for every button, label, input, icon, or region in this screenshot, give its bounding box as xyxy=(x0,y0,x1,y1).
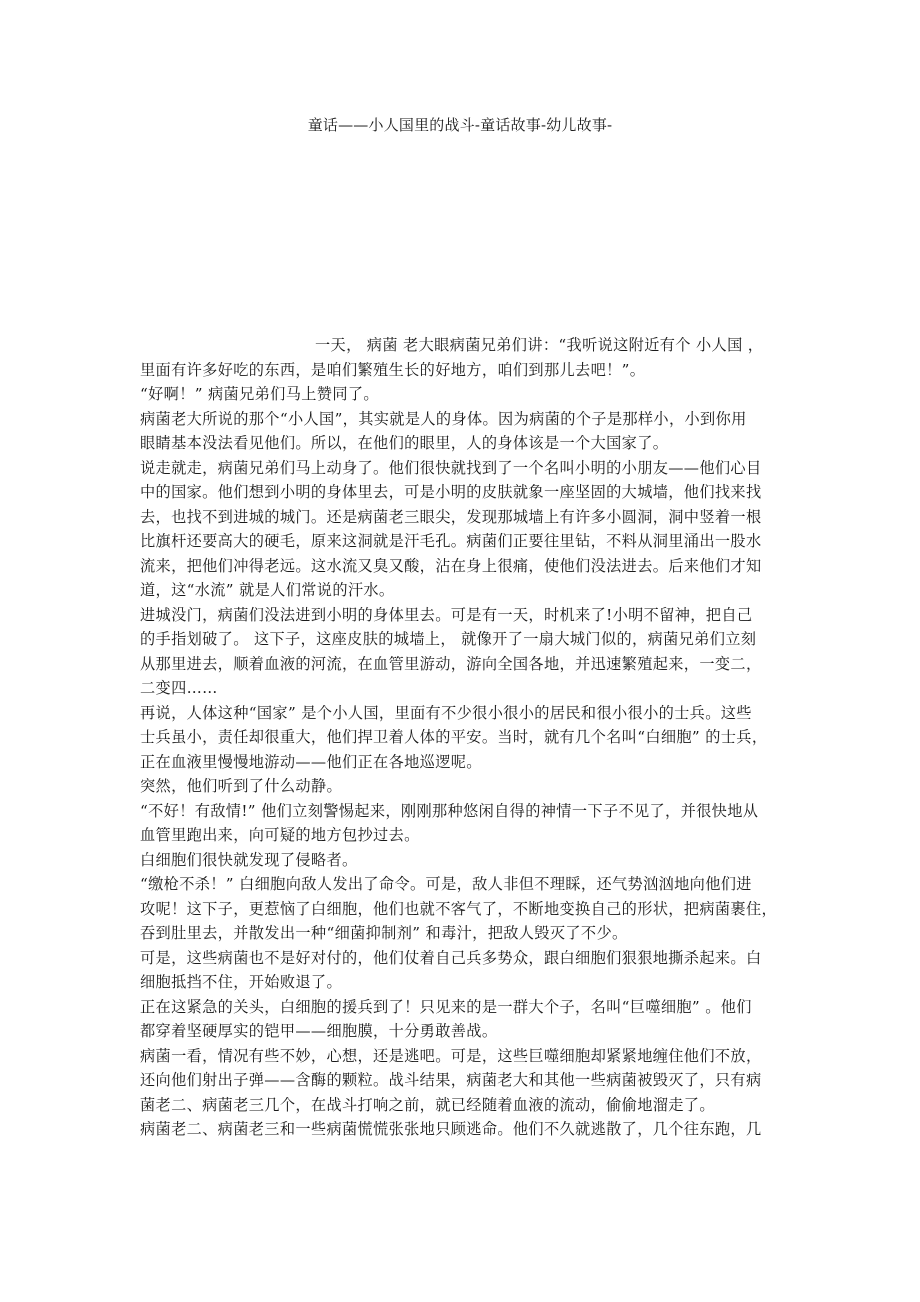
text-line: 还向他们射出子弹——含酶的颗粒。战斗结果，病菌老大和其他一些病菌被毁灭了，只有病 xyxy=(140,1071,762,1089)
text-line: 二变四…… xyxy=(140,679,218,697)
text-line: 去，也找不到进城的城门。还是病菌老三眼尖，发现那城墙上有许多小圆洞，洞中竖着一根 xyxy=(140,507,762,526)
text-line: 士兵虽小，责任却很重大，他们捍卫着人体的平安。当时，就有几个名叫“白细胞” 的士兵， xyxy=(140,728,768,746)
text-line: 比旗杆还要高大的硬毛，原来这洞就是汗毛孔。病菌们正要往里钻，不料从洞里涌出一股水 xyxy=(140,532,762,550)
text-line: 再说，人体这种“国家” 是个小人国，里面有不少很小很小的居民和很小很小的士兵。这些 xyxy=(140,703,752,722)
text-line: 进城没门，病菌们没法进到小明的身体里去。可是有一天，时机来了!小明不留神，把自己 xyxy=(140,605,753,624)
text-line: 中的国家。他们想到小明的身体里去，可是小明的皮肤就象一座坚固的大城墙，他们找来找 xyxy=(140,483,762,501)
text-line: 说走就走，病菌兄弟们马上动身了。他们很快就找到了一个名叫小明的小朋友——他们心目 xyxy=(140,458,762,477)
document-body xyxy=(140,333,786,1142)
text-line: 眼睛基本没法看见他们。所以，在他们的眼里，人的身体该是一个大国家了。 xyxy=(140,434,669,452)
text-line: 突然，他们听到了什么动静。 xyxy=(140,777,342,795)
text-line: 病菌老大所说的那个“小人国”，其实就是人的身体。因为病菌的个子是那样小，小到你用 xyxy=(140,409,747,428)
text-line: 攻呢！这下子，更惹恼了白细胞，他们也就不客气了，不断地变换自己的形状，把病菌裹住， xyxy=(140,899,778,918)
text-line: 流来，把他们冲得老远。这水流又臭又酸，沾在身上很痛，使他们没法进去。后来他们才知 xyxy=(140,556,762,575)
text-line: 可是，这些病菌也不是好对付的，他们仗着自己兵多势众，跟白细胞们狠狠地撕杀起来。白 xyxy=(140,948,762,967)
text-line: 细胞抵挡不住，开始败退了。 xyxy=(140,973,342,991)
text-line: 一天， 病菌 老大眼病菌兄弟们讲：“我听说这附近有个 小人国 ， xyxy=(315,336,764,354)
text-line: 从那里进去，顺着血液的河流，在血管里游动，游向全国各地，并迅速繁殖起来，一变二， xyxy=(140,654,762,673)
text-line: 的手指划破了。 这下子，这座皮肤的城墙上， 就像开了一扇大城门似的，病菌兄弟们立刻 xyxy=(140,630,757,648)
text-line: 白细胞们很快就发现了侵略者。 xyxy=(140,850,358,869)
text-line: “缴枪不杀！” 白细胞向敌人发出了命令。可是，敌人非但不理睬，还气势汹汹地向他们进 xyxy=(140,875,752,893)
text-line: 道，这“水流” 就是人们常说的汗水。 xyxy=(140,581,395,599)
text-line: 血管里跑出来，向可疑的地方包抄过去。 xyxy=(140,826,420,844)
text-line: 正在血液里慢慢地游动——他们正在各地巡逻呢。 xyxy=(140,752,482,771)
text-line: “好啊！” 病菌兄弟们马上赞同了。 xyxy=(140,385,379,403)
text-line: 正在这紧急的关头，白细胞的援兵到了！只见来的是一群大个子，名叫“巨噬细胞” 。他们 xyxy=(140,997,752,1016)
document-title: 童话——小人国里的战斗-童话故事-幼儿故事- xyxy=(307,116,613,134)
text-line: 菌老二、病菌老三几个，在战斗打响之前，就已经随着血液的流动，偷偷地溜走了。 xyxy=(140,1095,715,1114)
text-line: 病菌老二、病菌老三和一些病菌慌慌张张地只顾逃命。他们不久就逃散了，几个往东跑，几 xyxy=(140,1120,762,1138)
text-line: 里面有许多好吃的东西，是咱们繁殖生长的好地方，咱们到那儿去吧！”。 xyxy=(140,360,646,379)
text-line: 病菌一看，情况有些不妙，心想，还是逃吧。可是，这些巨噬细胞却紧紧地缠住他们不放， xyxy=(140,1046,762,1065)
text-line: “不好！有敌情!” 他们立刻警惕起来，刚刚那种悠闲自得的神情一下子不见了，并很快地从 xyxy=(140,801,759,820)
text-line: 吞到肚里去，并散发出一种“细菌抑制剂” 和毒汁，把敌人毁灭了不少。 xyxy=(140,924,628,942)
text-line: 都穿着坚硬厚实的铠甲——细胞膜，十分勇敢善战。 xyxy=(140,1022,498,1040)
